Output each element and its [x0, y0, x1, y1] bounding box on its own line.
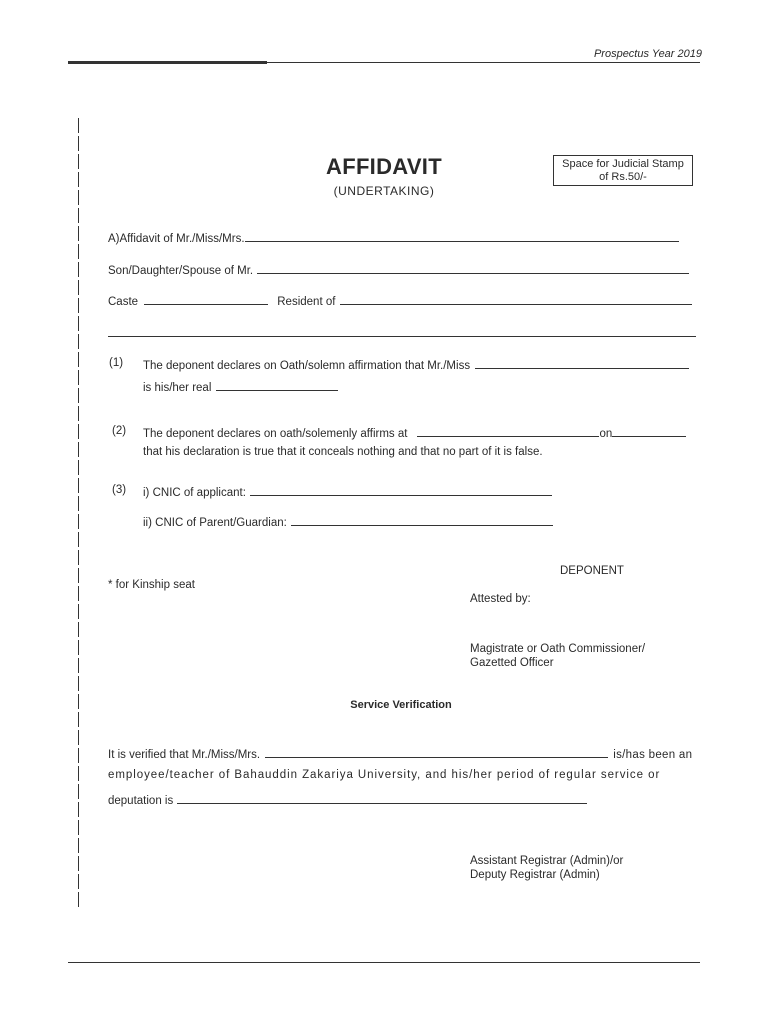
clause-1-row — [143, 357, 689, 372]
clause-1-text: The deponent declares on Oath/solemn affirmation that Mr./Miss — [143, 360, 471, 372]
judicial-stamp-box — [553, 155, 693, 186]
resident-of-label: Resident of — [277, 296, 336, 308]
clause-1-relation-field[interactable] — [216, 379, 338, 391]
service-verification-heading: Service Verification — [350, 699, 452, 711]
clause-2-text: The deponent declares on oath/solemenly affirms at — [143, 428, 408, 440]
deponent-label: DEPONENT — [560, 565, 624, 577]
address-continuation-field[interactable] — [108, 336, 696, 337]
clause-2-line2: that his declaration is true that it conceals nothing and that no part of it is false. — [143, 446, 543, 458]
attested-by-label: Attested by: — [470, 593, 531, 605]
caste-label: Caste — [108, 296, 139, 308]
son-daughter-row — [108, 262, 689, 277]
clause-1-number: (1) — [109, 357, 124, 369]
clause-2-row — [143, 425, 686, 440]
page-title: AFFIDAVIT — [326, 154, 442, 179]
kinship-note: * for Kinship seat — [108, 579, 195, 591]
margin-cut-line — [78, 118, 79, 910]
son-daughter-label: Son/Daughter/Spouse of Mr. — [108, 265, 254, 277]
clause-2-place-field[interactable] — [417, 425, 599, 437]
service-verified-label: It is verified that Mr./Miss/Mrs. — [108, 749, 261, 761]
stamp-line-1: Space for Judicial Stamp — [562, 158, 684, 170]
clause-2-on-label: on — [599, 428, 613, 440]
resident-of-field[interactable] — [340, 293, 692, 305]
cnic-applicant-field[interactable] — [250, 484, 552, 496]
clause-1-line2 — [143, 379, 338, 394]
magistrate-line-1: Magistrate or Oath Commissioner/ — [470, 643, 646, 655]
service-has-been-label: is/has been an — [613, 749, 693, 761]
cnic-applicant-row — [143, 484, 552, 499]
son-daughter-field[interactable] — [257, 262, 689, 274]
clause-3-number: (3) — [112, 484, 127, 496]
cnic-parent-row — [143, 514, 553, 529]
service-line-1 — [108, 746, 692, 761]
affidavit-of-row — [108, 230, 679, 245]
clause-1-relation-label: is his/her real — [143, 382, 212, 394]
caste-resident-row — [108, 293, 692, 308]
service-period-field[interactable] — [177, 792, 587, 804]
caste-field[interactable] — [144, 293, 268, 305]
cnic-applicant-label: i) CNIC of applicant: — [143, 487, 246, 499]
prospectus-year-label: Prospectus Year 2019 — [593, 48, 702, 60]
header-rule-accent — [68, 61, 267, 64]
cnic-parent-field[interactable] — [291, 514, 553, 526]
page-subtitle: (UNDERTAKING) — [333, 184, 435, 198]
magistrate-line-2: Gazetted Officer — [470, 657, 554, 669]
stamp-line-2: of Rs.50/- — [599, 171, 647, 183]
cnic-parent-label: ii) CNIC of Parent/Guardian: — [143, 517, 287, 529]
clause-2-date-field[interactable] — [612, 425, 686, 437]
service-name-field[interactable] — [265, 746, 608, 758]
service-line-3 — [108, 792, 587, 807]
registrar-line-2: Deputy Registrar (Admin) — [470, 869, 600, 881]
service-line-2: employee/teacher of Bahauddin Zakariya University, and his/her period of regular service or — [108, 769, 661, 781]
affidavit-of-field[interactable] — [245, 230, 679, 242]
clause-1-name-field[interactable] — [475, 357, 689, 369]
service-deputation-label: deputation is — [108, 795, 174, 807]
clause-2-number: (2) — [112, 425, 127, 437]
footer-rule — [68, 962, 700, 963]
affidavit-of-label: A)Affidavit of Mr./Miss/Mrs. — [108, 233, 245, 245]
registrar-line-1: Assistant Registrar (Admin)/or — [470, 855, 624, 867]
